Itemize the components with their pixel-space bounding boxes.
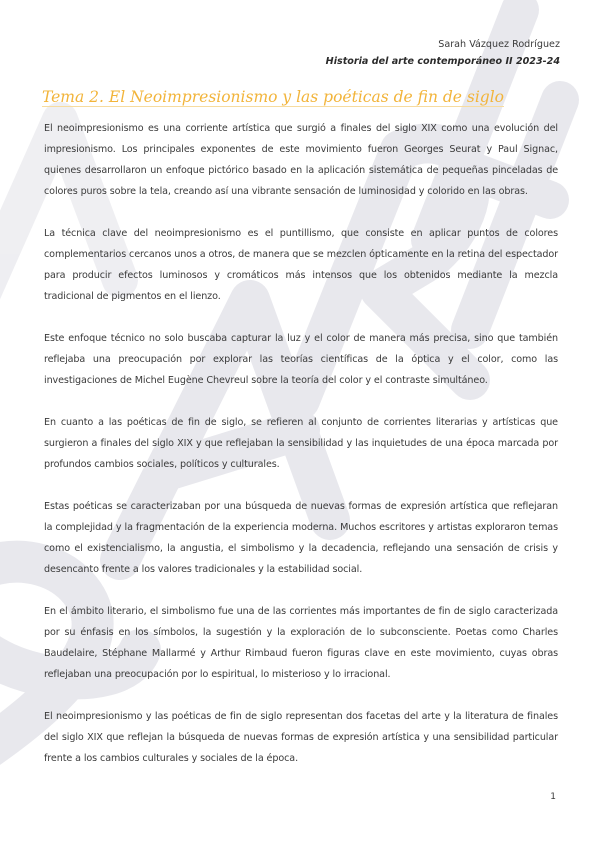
paragraph: Estas poéticas se caracterizaban por una búsqueda de nuevas formas de expresión artística que reflejaran la complejidad y la fragmentación de la experiencia moderna. Muchos escritores y artistas exploraron temas como el existencialismo, la angustia, el simbolismo y la decadencia, reflejando una sensación de crisis y desencanto frente a los valores tradicionales y la estabilidad social. <box>44 501 558 575</box>
paragraph: El neoimpresionismo y las poéticas de fin de siglo representan dos facetas del arte y la literatura de finales del siglo XIX que reflejan la búsqueda de nuevas formas de expresión artística y una sensibilidad particular frente a los cambios culturales y sociales de la época. <box>44 711 558 764</box>
course-name: Historia del arte contemporáneo II 2023-24 <box>325 56 560 67</box>
author-name: Sarah Vázquez Rodríguez <box>438 39 560 50</box>
page-number: 1 <box>550 792 556 802</box>
paragraph: El neoimpresionismo es una corriente artística que surgió a finales del siglo XIX como una evolución del impresionismo. Los principales exponentes de este movimiento fueron Georges Seurat y Paul Signac, quienes desarrollaron un enfoque pictórico basado en la aplicación sistemática de pequeñas pinceladas de colores puros sobre la tela, creando así una vibrante sensación de luminosidad y colorido en las obras. <box>44 123 558 197</box>
paragraph: En cuanto a las poéticas de fin de siglo, se refieren al conjunto de corrientes literarias y artísticas que surgieron a finales del siglo XIX y que reflejaban la sensibilidad y las inquietudes de una época marcada por profundos cambios sociales, políticos y culturales. <box>44 417 558 470</box>
paragraph: En el ámbito literario, el simbolismo fue una de las corrientes más importantes de fin de siglo caracterizada por su énfasis en los símbolos, la sugestión y la exploración de lo subconsciente. Poetas como Charles Baudelaire, Stéphane Mallarmé y Arthur Rimbaud fueron figuras clave en este movimiento, cuyas obras reflejaban una preocupación por lo espiritual, lo misterioso y lo irracional. <box>44 606 558 680</box>
document-header <box>326 36 560 70</box>
paragraph: Este enfoque técnico no solo buscaba capturar la luz y el color de manera más precisa, sino que también reflejaba una preocupación por explorar las teorías científicas de la óptica y el color, como las investigaciones de Michel Eugène Chevreul sobre la teoría del color y el contraste simultáneo. <box>44 333 558 386</box>
topic-title: Tema 2. El Neoimpresionismo y las poéticas de fin de siglo <box>42 88 505 106</box>
paragraph: La técnica clave del neoimpresionismo es el puntillismo, que consiste en aplicar puntos de colores complementarios cercanos unos a otros, de manera que se mezclen ópticamente en la retina del espectador para producir efectos luminosos y cromáticos más intensos que los obtenidos mediante la mezcla tradicional de pigmentos en el lienzo. <box>44 228 558 302</box>
document-body <box>44 118 558 790</box>
